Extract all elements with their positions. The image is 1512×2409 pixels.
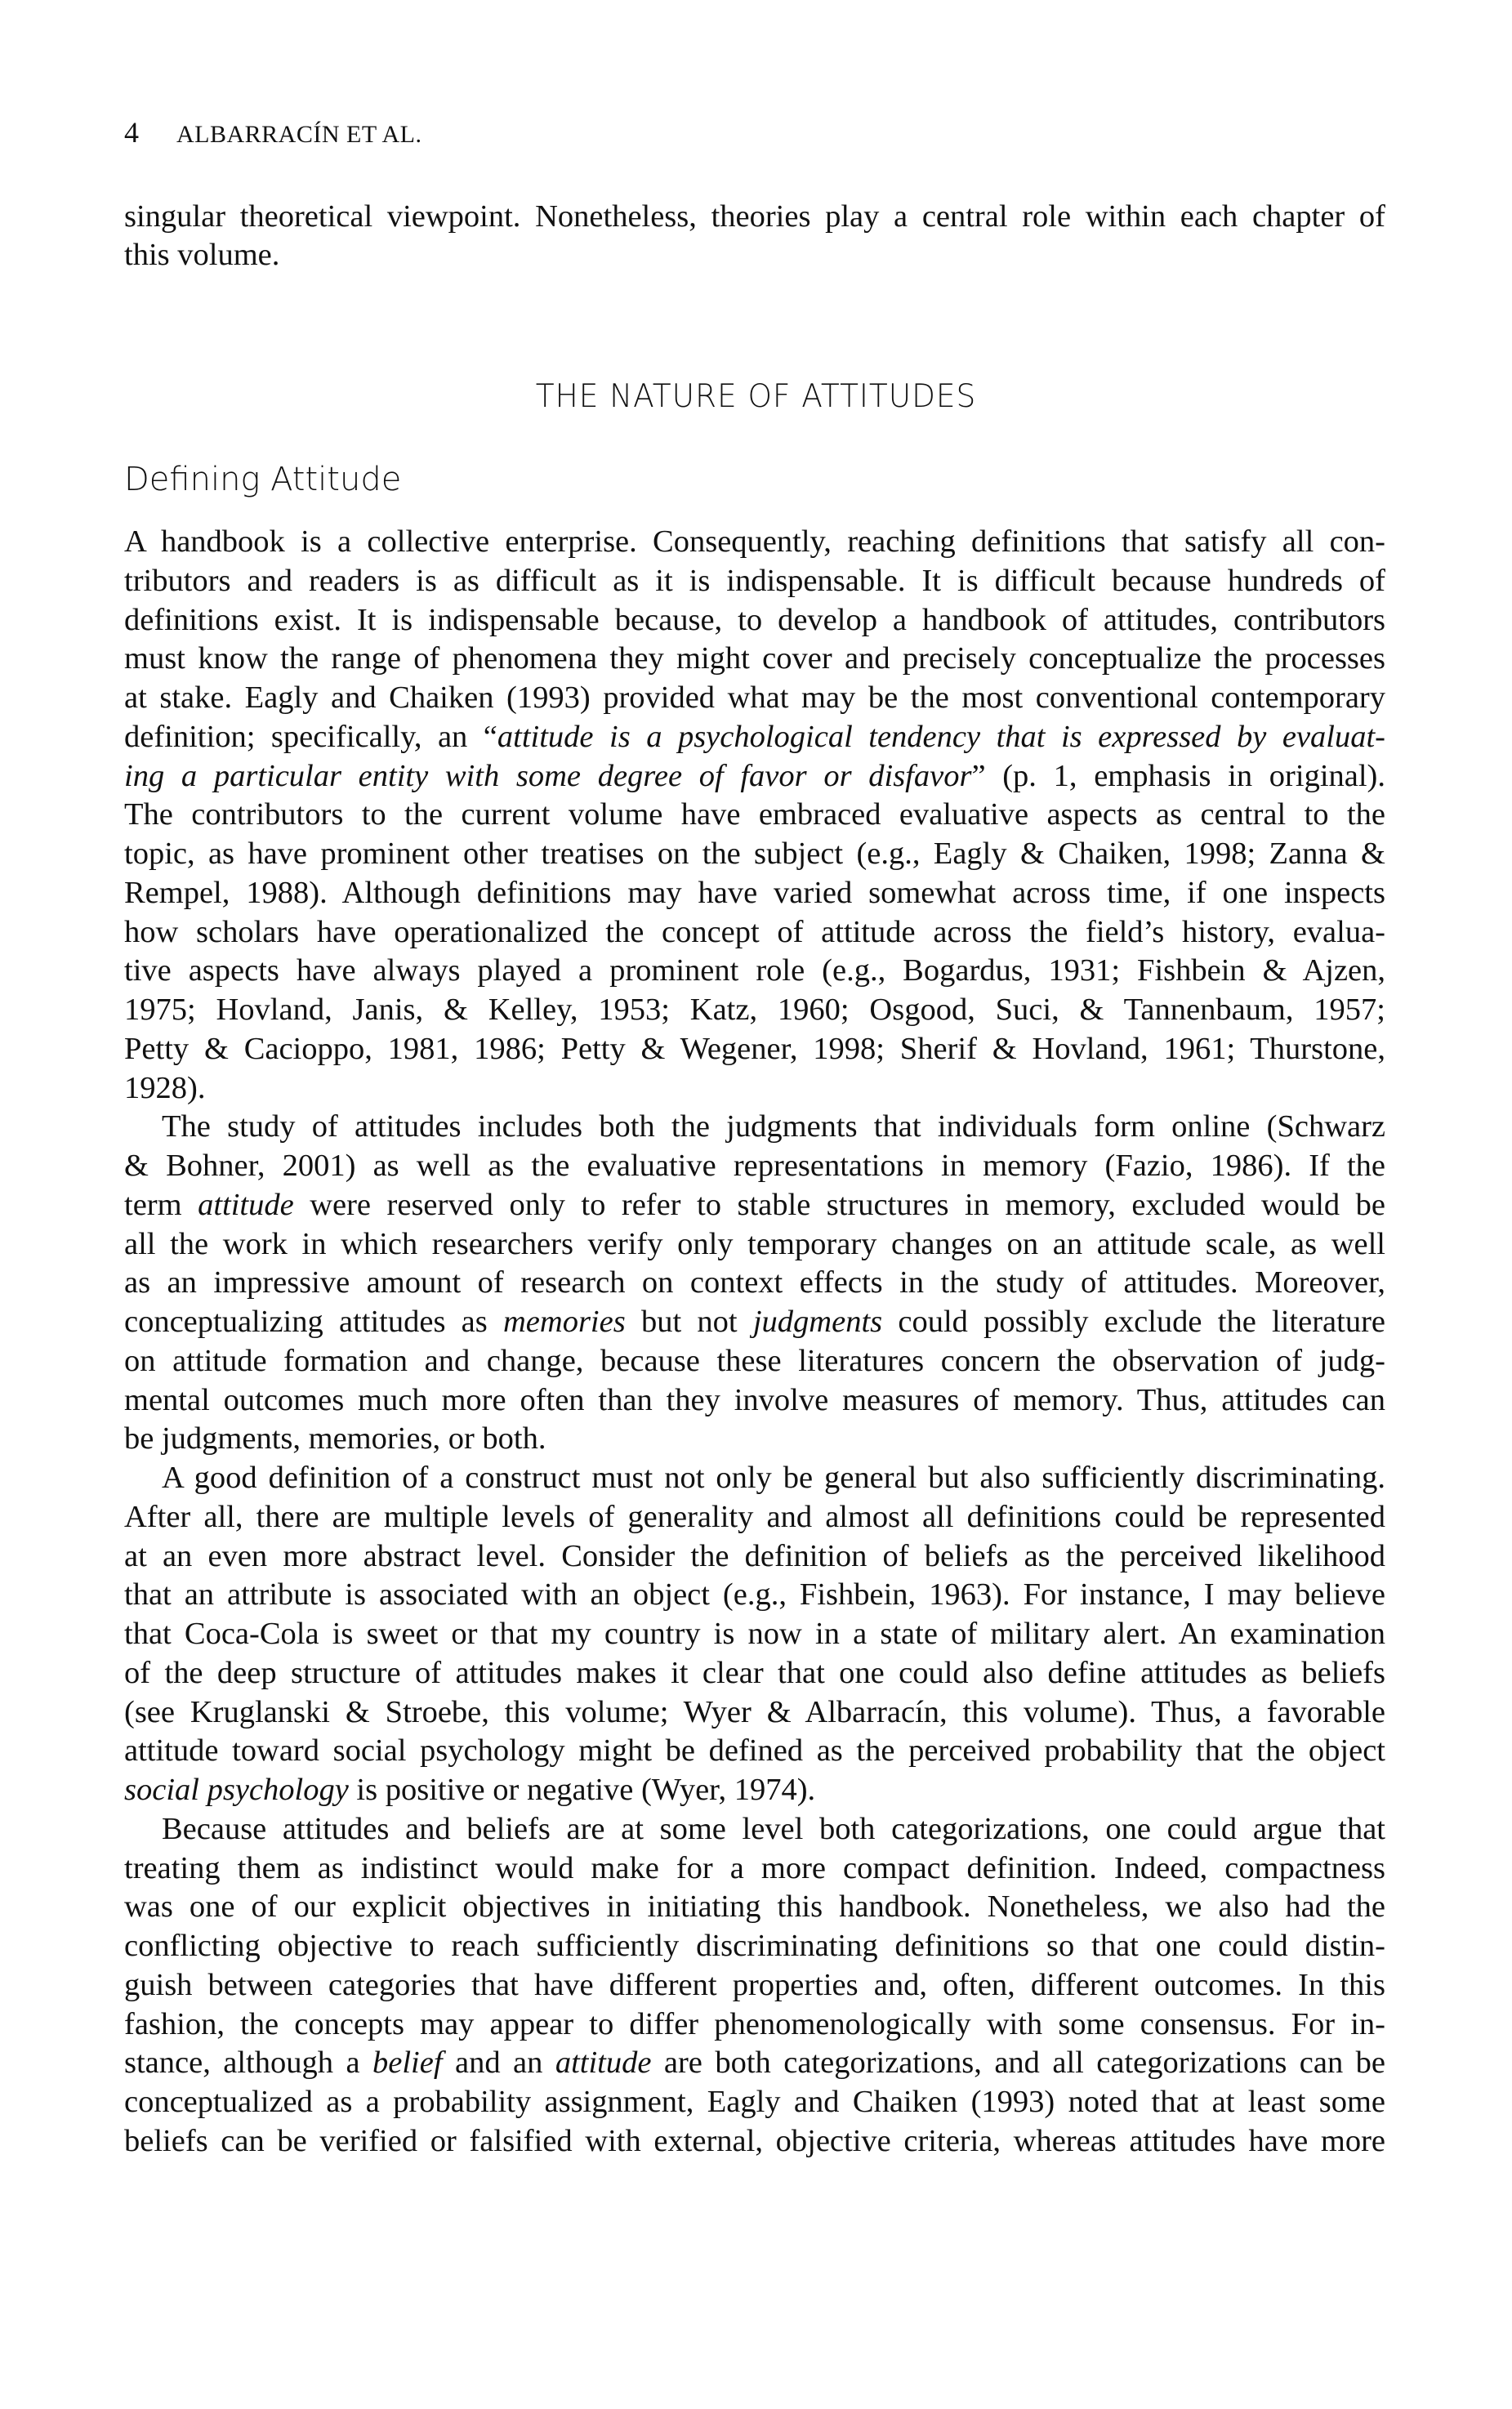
running-head <box>124 116 421 151</box>
page-number: 4 <box>124 116 139 149</box>
text-line: treating them as indistinct would make for a more compact definition. Indeed, compactness <box>124 1850 1385 1885</box>
text-line: at stake. Eagly and Chaiken (1993) provided what may be the most conventional contemporary <box>124 680 1385 715</box>
text-line: tive aspects have always played a prominent role (e.g., Bogardus, 1931; Fishbein & Ajzen, <box>124 953 1385 988</box>
text-line: definitions exist. It is indispensable because, to develop a handbook of attitudes, contributors <box>124 602 1385 637</box>
text-line: was one of our explicit objectives in initiating this handbook. Nonetheless, we also had the <box>124 1889 1385 1925</box>
text-line: definition; specifically, an “attitude is a psychological tendency that is expressed by evaluat- <box>124 719 1385 754</box>
text-line: beliefs can be verified or falsified with external, objective criteria, whereas attitudes have more <box>124 2123 1385 2158</box>
text-line: conceptualized as a probability assignment, Eagly and Chaiken (1993) noted that at least some <box>124 2085 1385 2119</box>
text-line: that Coca-Cola is sweet or that my country is now in a state of military alert. An examination <box>124 1617 1385 1651</box>
text-line: ing a particular entity with some degree of favor or disfavor” (p. 1, emphasis in original). <box>124 758 1386 793</box>
text-line: stance, although a belief and an attitude are both categorizations, and all categorizations can be <box>124 2045 1385 2081</box>
text-line: on attitude formation and change, because these literatures concern the observation of judg- <box>124 1343 1385 1378</box>
text-line: 1975; Hovland, Janis, & Kelley, 1953; Katz, 1960; Osgood, Suci, & Tannenbaum, 1957; <box>124 993 1385 1027</box>
text-line: After all, there are multiple levels of generality and almost all definitions could be represented <box>124 1499 1385 1534</box>
text-line: A handbook is a collective enterprise. Consequently, reaching definitions that satisfy all con- <box>124 524 1385 559</box>
text-line: Because attitudes and beliefs are at some level both categorizations, one could argue that <box>162 1811 1385 1846</box>
text-line: singular theoretical viewpoint. Nonetheless, theories play a central role within each chapter of <box>124 199 1385 234</box>
text-line: conflicting objective to reach sufficiently discriminating definitions so that one could distin- <box>124 1929 1385 1963</box>
text-line: must know the range of phenomena they might cover and precisely conceptualize the processes <box>124 641 1385 676</box>
text-line: fashion, the concepts may appear to differ phenomenologically with some consensus. For in- <box>124 2006 1385 2041</box>
text-line: be judgments, memories, or both. <box>124 1421 546 1457</box>
text-line: attitude toward social psychology might be defined as the perceived probability that the object <box>124 1733 1385 1769</box>
text-line: topic, as have prominent other treatises on the subject (e.g., Eagly & Chaiken, 1998; Zanna & <box>124 836 1385 871</box>
text-line: conceptualizing attitudes as memories but not judgments could possibly exclude the literature <box>124 1305 1385 1339</box>
text-line: guish between categories that have different properties and, often, different outcomes. In this <box>124 1967 1385 2002</box>
text-line: & Bohner, 2001) as well as the evaluative representations in memory (Fazio, 1986). If the <box>124 1149 1385 1183</box>
text-line: that an attribute is associated with an object (e.g., Fishbein, 1963). For instance, I may believe <box>124 1577 1385 1613</box>
subsection-heading: Defining Attitude <box>124 461 402 498</box>
text-line: of the deep structure of attitudes makes it clear that one could also define attitudes as beliefs <box>124 1655 1385 1690</box>
text-line: how scholars have operationalized the concept of attitude across the field’s history, evalua- <box>124 914 1385 949</box>
running-head-authors: ALBARRACÍN ET AL. <box>176 121 422 148</box>
text-line: social psychology is positive or negative (Wyer, 1974). <box>124 1773 816 1807</box>
text-line: term attitude were reserved only to refer to stable structures in memory, excluded would be <box>124 1187 1385 1222</box>
text-line: The contributors to the current volume have embraced evaluative aspects as central to the <box>124 797 1385 832</box>
text-line: at an even more abstract level. Consider the definition of beliefs as the perceived likelihood <box>124 1538 1385 1573</box>
text-line: (see Kruglanski & Stroebe, this volume; Wyer & Albarracín, this volume). Thus, a favorable <box>124 1694 1385 1729</box>
text-line: 1928). <box>124 1070 206 1105</box>
section-heading: THE NATURE OF ATTITUDES <box>535 378 977 415</box>
text-line: all the work in which researchers verify only temporary changes on an attitude scale, as well <box>124 1226 1385 1261</box>
text-line: A good definition of a construct must not only be general but also sufficiently discriminating. <box>162 1461 1385 1495</box>
text-line: The study of attitudes includes both the judgments that individuals form online (Schwarz <box>162 1109 1385 1144</box>
text-line: as an impressive amount of research on context effects in the study of attitudes. Moreover, <box>124 1265 1385 1300</box>
text-line: this volume. <box>124 238 280 272</box>
text-line: Rempel, 1988). Although definitions may have varied somewhat across time, if one inspects <box>124 875 1385 910</box>
text-line: Petty & Cacioppo, 1981, 1986; Petty & Wegener, 1998; Sherif & Hovland, 1961; Thurstone, <box>124 1031 1385 1066</box>
text-line: mental outcomes much more often than they involve measures of memory. Thus, attitudes can <box>124 1382 1385 1417</box>
text-line: tributors and readers is as difficult as it is indispensable. It is difficult because hundreds of <box>124 563 1385 598</box>
